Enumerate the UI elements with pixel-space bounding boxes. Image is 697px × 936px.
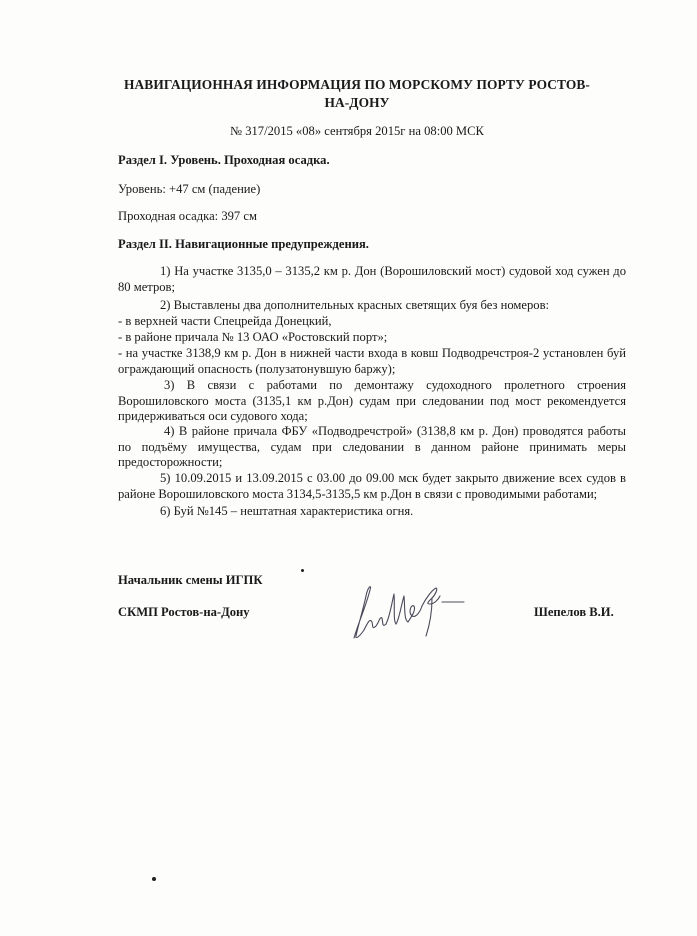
warning-item-6: 6) Буй №145 – нештатная характеристика огня. [160,504,414,518]
document-title: НАВИГАЦИОННАЯ ИНФОРМАЦИЯ ПО МОРСКОМУ ПОРТУ РОСТОВ-НА-ДОНУ [124,77,590,110]
warning-item-3: 3) В связи с работами по демонтажу судоходного пролетного строения Ворошиловского моста (3135,1 км р.Дон) судам при следовании под мост рекомендуется придерживаться оси судового хода; [118,378,626,423]
warning-item-2-sub-3: - на участке 3138,9 км р. Дон в нижней части входа в ковш Подводречстроя-2 установлен буй ограждающий опасность (полузатонувшую баржу); [118,346,626,376]
signature-icon [346,576,476,646]
warning-item-2-intro: 2) Выставлены два дополнительных красных светящих буя без номеров: [160,298,550,312]
document-number-date: № 317/2015 «08» сентября 2015г на 08:00 МСК [230,124,484,138]
warning-item-2-sub-2: - в районе причала № 13 ОАО «Ростовский порт»; [118,330,388,344]
warning-item-5: 5) 10.09.2015 и 13.09.2015 с 03.00 до 09.00 мск будет закрыто движение всех судов в районе Ворошиловского моста 3134,5-3135,5 км р.Дон в связи с проводимыми работами; [118,471,626,501]
warning-item-4: 4) В районе причала ФБУ «Подводречстрой» (3138,8 км р. Дон) проводятся работы по подъёму имущества, судам при следовании в данном районе принимать меры предосторожности; [118,424,626,469]
signer-position-line-1: Начальник смены ИГПК [118,573,263,587]
water-level: Уровень: +47 см (падение) [118,182,261,196]
passage-draft: Проходная осадка: 397 см [118,209,257,223]
scan-speck [152,877,156,881]
signer-position-line-2: СКМП Ростов-на-Дону [118,605,250,619]
scan-speck [301,569,304,572]
handwritten-signature [346,576,476,646]
warning-item-2-sub-1: - в верхней части Спецрейда Донецкий, [118,314,332,328]
warning-item-1: 1) На участке 3135,0 – 3135,2 км р. Дон (Ворошиловский мост) судовой ход сужен до 80 метров; [118,264,626,294]
signer-name: Шепелов В.И. [534,605,614,619]
section-2-heading: Раздел II. Навигационные предупреждения. [118,237,369,251]
section-1-heading: Раздел I. Уровень. Проходная осадка. [118,153,330,167]
